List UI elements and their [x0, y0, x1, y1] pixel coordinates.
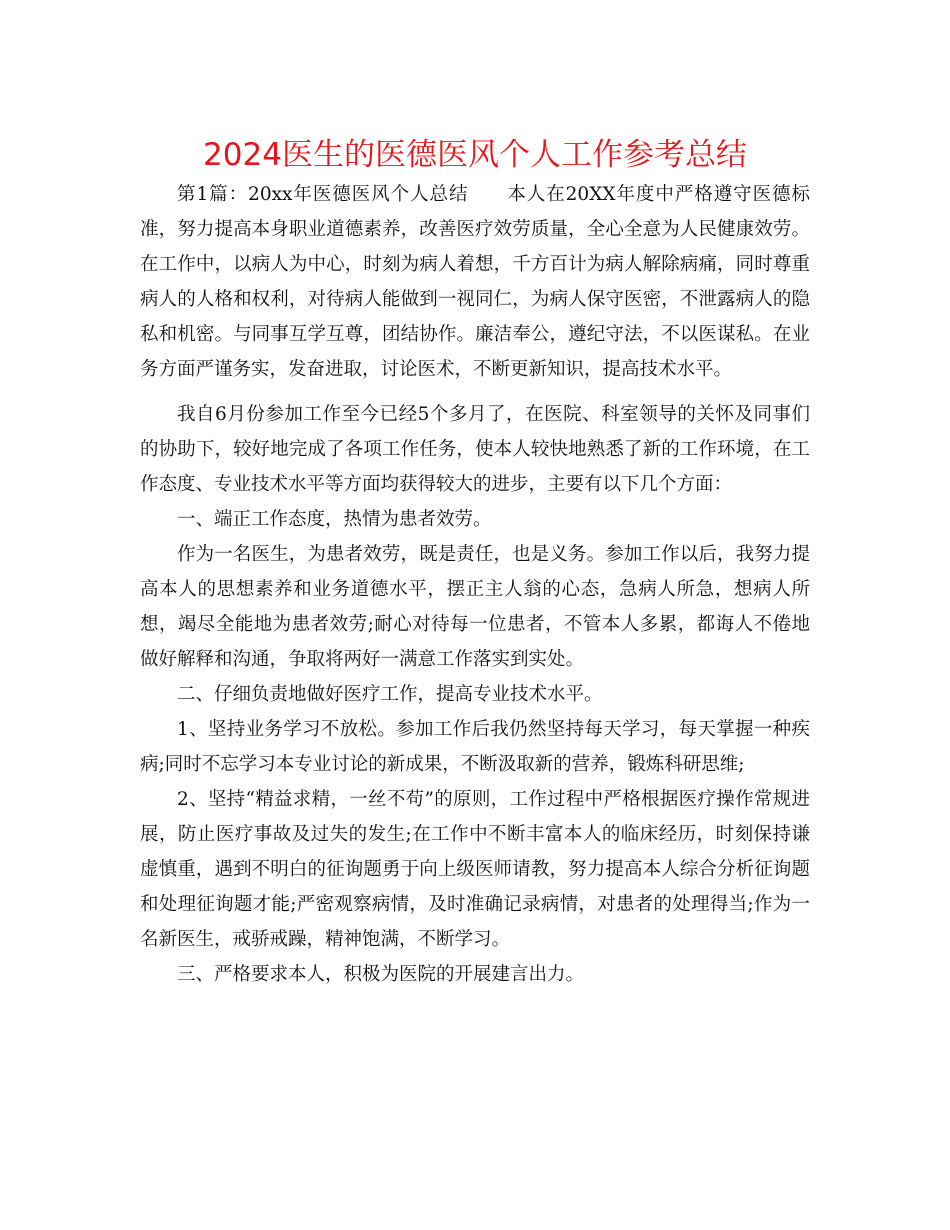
- paragraph-overview: 我自6月份参加工作至今已经5个多月了，在医院、科室领导的关怀及同事们的协助下，较好地完成了各项工作任务，使本人较快地熟悉了新的工作环境，在工作态度、专业技术水平等方面均获得较大的进步，主要有以下几个方面：: [140, 404, 810, 495]
- section-heading-2: 二、仔细负责地做好医疗工作，提高专业技术水平。: [177, 684, 603, 705]
- section-heading-3: 三、严格要求本人，积极为医院的开展建言出力。: [177, 964, 585, 985]
- paragraph-intro: 第1篇：20xx年医德医风个人总结 本人在20XX年度中严格遵守医德标准，努力提高本身职业道德素养，改善医疗效劳质量，全心全意为人民健康效劳。在工作中，以病人为中心，时刻为病人着想，千方百计为病人解除病痛，同时尊重病人的人格和权利，对待病人能做到一视同仁，为病人保守医密，不泄露病人的隐私和机密。与同事互学互尊，团结协作。廉洁奉公，遵纪守法，不以医谋私。在业务方面严谨务实，发奋进取，讨论医术，不断更新知识，提高技术水平。: [140, 184, 810, 380]
- document-title: 2024医生的医德医风个人工作参考总结: [203, 137, 747, 173]
- paragraph-attitude: 作为一名医生，为患者效劳，既是责任，也是义务。参加工作以后，我努力提高本人的思想素养和业务道德水平，摆正主人翁的心态，急病人所急，想病人所想，竭尽全能地为患者效劳;耐心对待每一位患者，不管本人多累，都诲人不倦地做好解释和沟通，争取将两好一满意工作落实到实处。: [140, 544, 810, 670]
- document-body: [140, 177, 810, 992]
- section-heading-1: 一、端正工作态度，热情为患者效劳。: [177, 509, 492, 530]
- paragraph-study: 1、坚持业务学习不放松。参加工作后我仍然坚持每天学习，每天掌握一种疾病;同时不忘学习本专业讨论的新成果，不断汲取新的营养，锻炼科研思维;: [140, 719, 810, 775]
- paragraph-principle: 2、坚持“精益求精，一丝不苟”的原则，工作过程中严格根据医疗操作常规进展，防止医疗事故及过失的发生;在工作中不断丰富本人的临床经历，时刻保持谦虚慎重，遇到不明白的征询题勇于向上级医师请教，努力提高本人综合分析征询题和处理征询题才能;严密观察病情，及时准确记录病情，对患者的处理得当;作为一名新医生，戒骄戒躁，精神饱满，不断学习。: [140, 789, 810, 950]
